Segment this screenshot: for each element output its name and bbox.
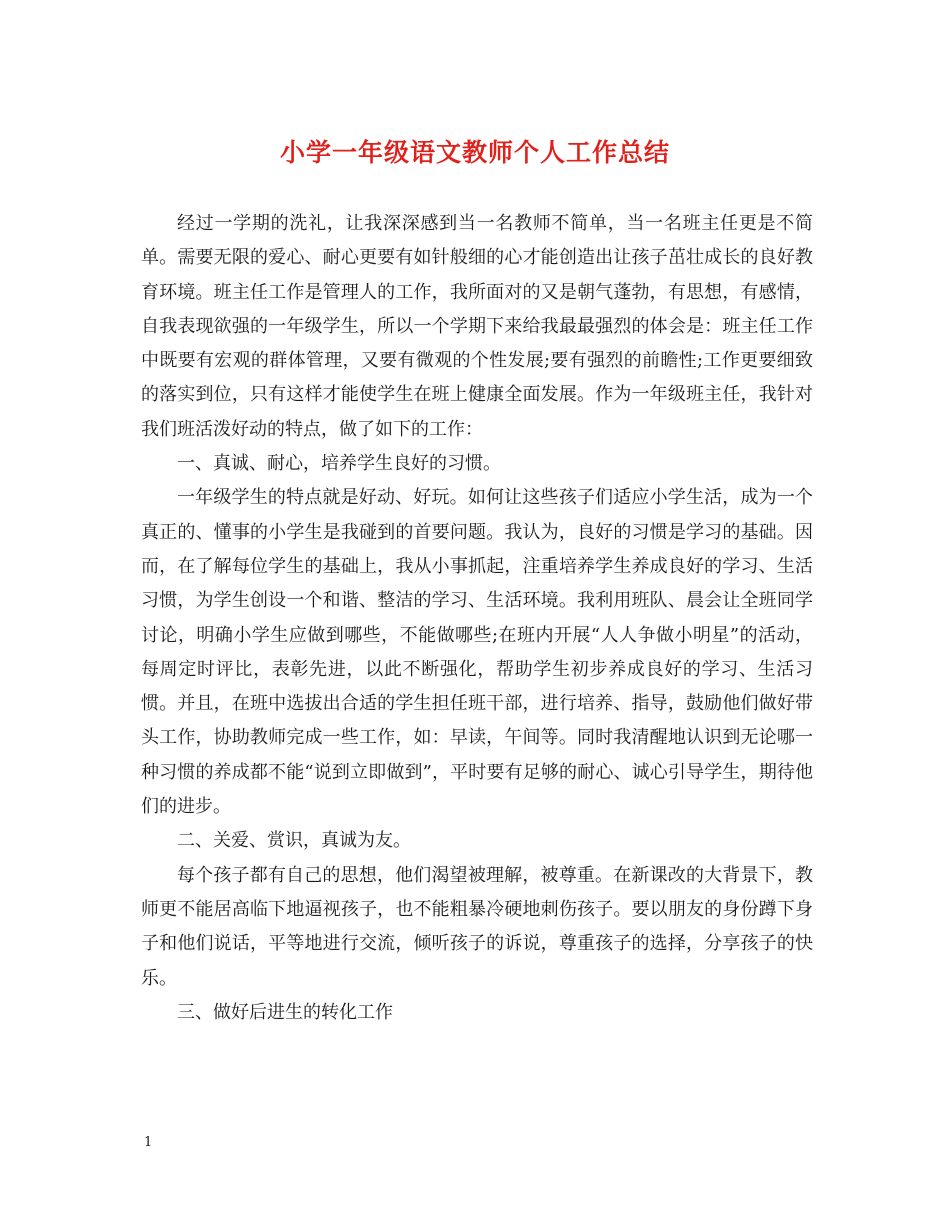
paragraph-intro: 经过一学期的洗礼，让我深深感到当一名教师不简单，当一名班主任更是不简单。需要无限的爱心、耐心更要有如针般细的心才能创造出让孩子茁壮成长的良好教育环境。班主任工作是管理人的工作，我所面对的又是朝气蓬勃，有思想，有感情，自我表现欲强的一年级学生，所以一个学期下来给我最最强烈的体会是：班主任工作中既要有宏观的群体管理，又要有微观的个性发展;要有强烈的前瞻性;工作更要细致的落实到位，只有这样才能使学生在班上健康全面发展。作为一年级班主任，我针对我们班活泼好动的特点，做了如下的工作： (141, 213, 813, 440)
paragraph-section-2: 每个孩子都有自己的思想，他们渴望被理解，被尊重。在新课改的大背景下，教师更不能居高临下地逼视孩子，也不能粗暴冷硬地刺伤孩子。要以朋友的身份蹲下身子和他们说话，平等地进行交流，倾听孩子的诉说，尊重孩子的选择，分享孩子的快乐。 (141, 864, 813, 989)
section-heading-2: 二、关爱、赏识，真诚为友。 (177, 830, 411, 852)
section-heading-3: 三、做好后进生的转化工作 (177, 1001, 393, 1023)
paragraph-section-1: 一年级学生的特点就是好动、好玩。如何让这些孩子们适应小学生活，成为一个真正的、懂事的小学生是我碰到的首要问题。我认为，良好的习惯是学习的基础。因而，在了解每位学生的基础上，我从小事抓起，注重培养学生养成良好的学习、生活习惯，为学生创设一个和谐、整洁的学习、生活环境。我利用班队、晨会让全班同学讨论，明确小学生应做到哪些，不能做哪些;在班内开展“人人争做小明星”的活动，每周定时评比，表彰先进，以此不断强化，帮助学生初步养成良好的学习、生活习惯。并且，在班中选拔出合适的学生担任班干部，进行培养、指导，鼓励他们做好带头工作，协助教师完成一些工作，如：早读，午间等。同时我清醒地认识到无论哪一种习惯的养成都不能“说到立即做到”，平时要有足够的耐心、诚心引导学生，期待他们的进步。 (141, 487, 813, 818)
document-body (141, 207, 813, 1030)
document-title: 小学一年级语文教师个人工作总结 (279, 138, 670, 167)
section-heading-1: 一、真诚、耐心，培养学生良好的习惯。 (177, 453, 501, 475)
page-number: 1 (144, 1135, 153, 1150)
